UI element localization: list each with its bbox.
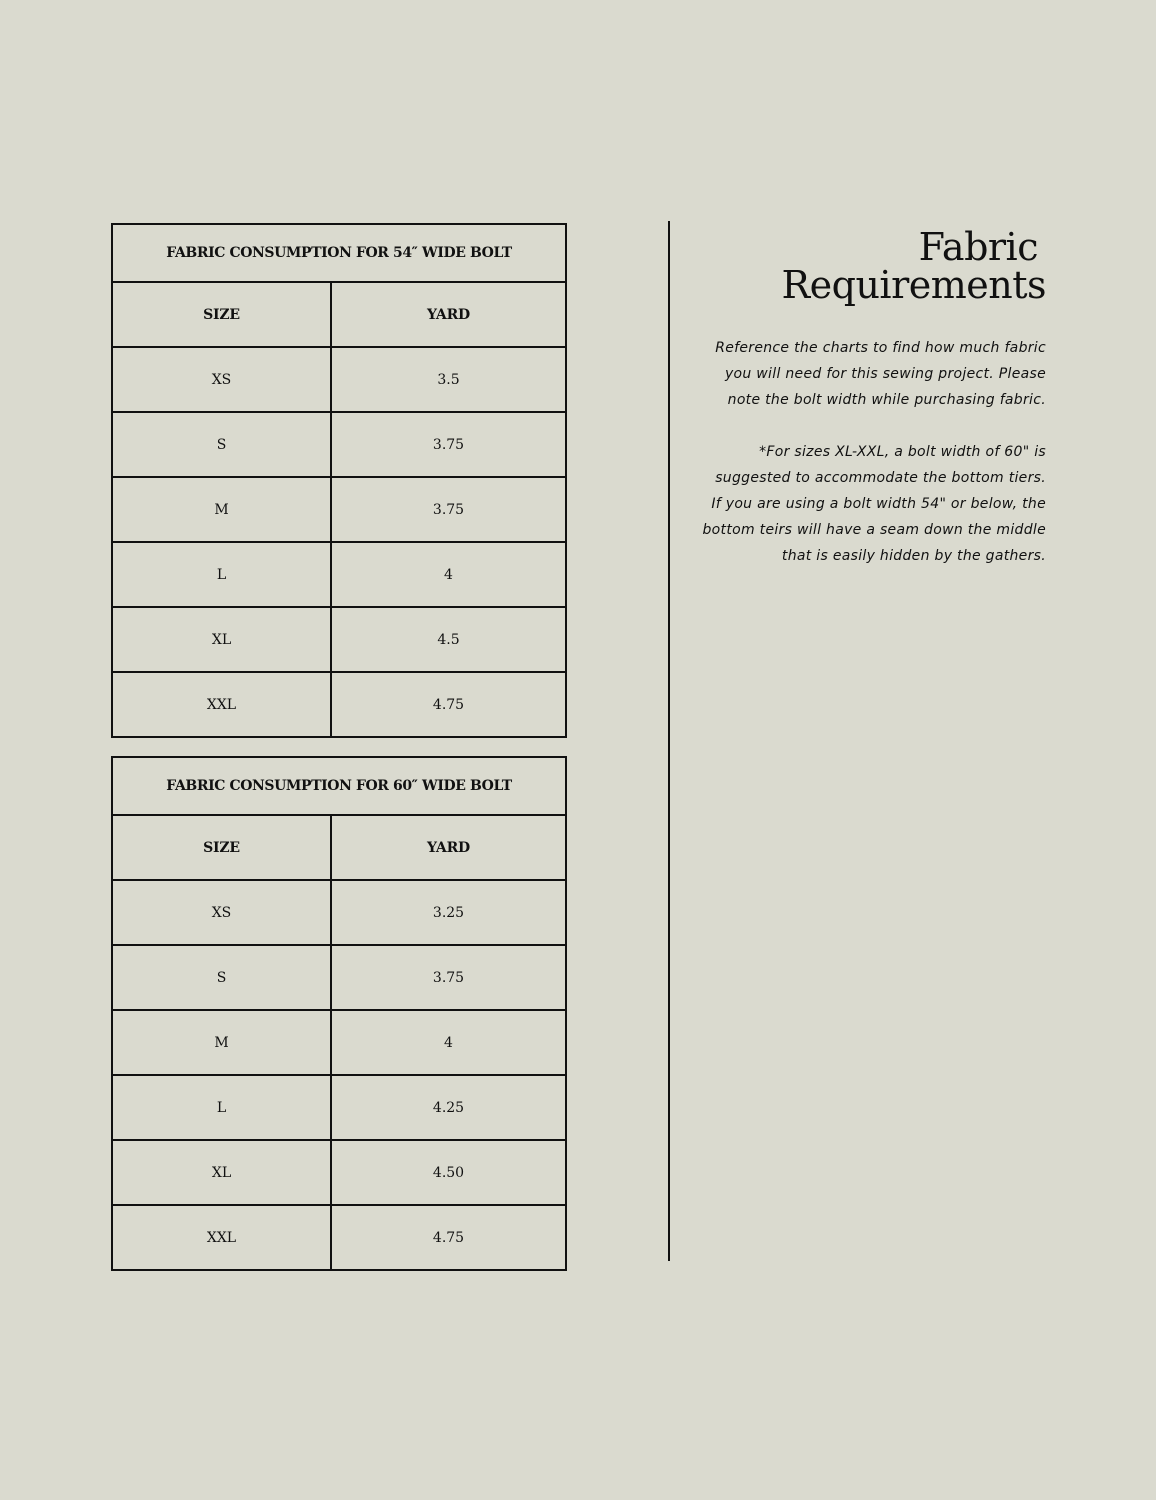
size-cell: M xyxy=(112,477,331,542)
title-line-2: Requirements xyxy=(781,263,1046,307)
size-cell: L xyxy=(112,542,331,607)
yard-cell: 3.5 xyxy=(331,347,566,412)
yard-cell: 4.75 xyxy=(331,672,566,737)
yard-cell: 3.75 xyxy=(331,945,566,1010)
yard-cell: 4 xyxy=(331,1010,566,1075)
fabric-table-54-inch xyxy=(111,223,567,738)
yard-cell: 4 xyxy=(331,542,566,607)
column-header-size: SIZE xyxy=(112,282,331,347)
text-line: note the bolt width while purchasing fabric. xyxy=(727,392,1046,408)
table-row xyxy=(112,347,566,412)
table-row xyxy=(112,1075,566,1140)
yard-cell: 4.50 xyxy=(331,1140,566,1205)
table-row xyxy=(112,1140,566,1205)
text-line: Reference the charts to find how much fabric xyxy=(715,340,1046,356)
text-line: If you are using a bolt width 54" or below, the xyxy=(711,496,1046,512)
yard-cell: 4.25 xyxy=(331,1075,566,1140)
yard-cell: 3.75 xyxy=(331,477,566,542)
fabric-table-60-inch xyxy=(111,756,567,1271)
note-paragraph xyxy=(646,439,1046,569)
column-header-size: SIZE xyxy=(112,815,331,880)
table-row xyxy=(112,542,566,607)
table-row xyxy=(112,477,566,542)
text-line: bottom teirs will have a seam down the middle xyxy=(702,522,1046,538)
table-row xyxy=(112,1010,566,1075)
size-cell: XS xyxy=(112,347,331,412)
table-row xyxy=(112,880,566,945)
size-cell: XL xyxy=(112,1140,331,1205)
table-row xyxy=(112,672,566,737)
yard-cell: 3.25 xyxy=(331,880,566,945)
title-line-1: Fabric xyxy=(918,225,1038,269)
size-cell: XXL xyxy=(112,1205,331,1270)
table-title: FABRIC CONSUMPTION FOR 54″ WIDE BOLT xyxy=(112,224,566,282)
size-cell: XS xyxy=(112,880,331,945)
size-cell: S xyxy=(112,412,331,477)
text-line: *For sizes XL-XXL, a bolt width of 60" is xyxy=(759,444,1046,460)
table-row xyxy=(112,412,566,477)
table-row xyxy=(112,1205,566,1270)
table-title: FABRIC CONSUMPTION FOR 60″ WIDE BOLT xyxy=(112,757,566,815)
intro-paragraph xyxy=(646,335,1046,413)
text-line: that is easily hidden by the gathers. xyxy=(781,548,1046,564)
column-header-yard: YARD xyxy=(331,815,566,880)
text-line: you will need for this sewing project. Please xyxy=(724,366,1046,382)
size-cell: L xyxy=(112,1075,331,1140)
column-header-yard: YARD xyxy=(331,282,566,347)
table-row xyxy=(112,945,566,1010)
page-title xyxy=(626,225,1046,307)
yard-cell: 3.75 xyxy=(331,412,566,477)
yard-cell: 4.75 xyxy=(331,1205,566,1270)
size-cell: XL xyxy=(112,607,331,672)
size-cell: M xyxy=(112,1010,331,1075)
yard-cell: 4.5 xyxy=(331,607,566,672)
size-cell: S xyxy=(112,945,331,1010)
text-line: suggested to accommodate the bottom tiers. xyxy=(715,470,1046,486)
size-cell: XXL xyxy=(112,672,331,737)
table-row xyxy=(112,607,566,672)
